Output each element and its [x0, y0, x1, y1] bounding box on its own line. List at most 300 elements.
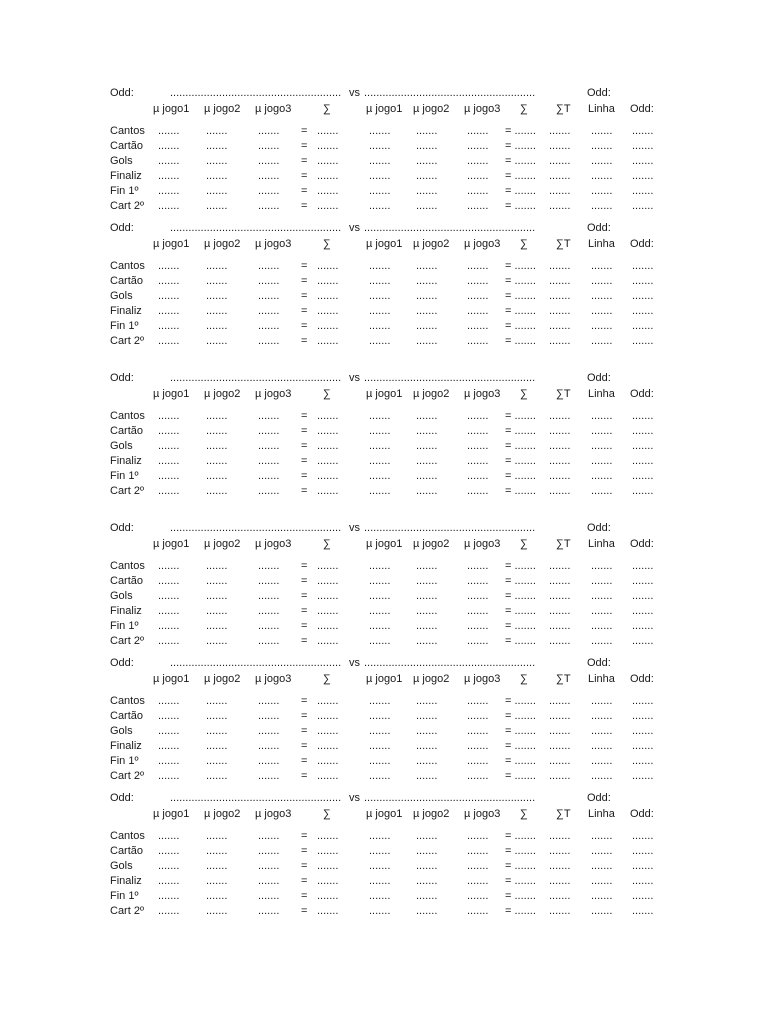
- blank-field: .......: [632, 770, 654, 782]
- blank-field: .......: [549, 560, 571, 572]
- blank-field: .......: [467, 890, 489, 902]
- column-header: µ jogo2: [204, 808, 241, 820]
- blank-field: .......: [632, 740, 654, 752]
- sum-field: = .......: [505, 905, 536, 917]
- blank-field: .......: [158, 320, 180, 332]
- blank-field: .......: [467, 260, 489, 272]
- column-header: µ jogo1: [366, 238, 403, 250]
- blank-field: .......: [467, 845, 489, 857]
- blank-field: .......: [369, 575, 391, 587]
- blank-field: .......: [206, 710, 228, 722]
- blank-field: .......: [416, 485, 438, 497]
- blank-field: .......: [317, 605, 339, 617]
- equals-sign: =: [301, 155, 308, 167]
- blank-field: .......: [258, 485, 280, 497]
- sum-field: = .......: [505, 170, 536, 182]
- blank-field: .......: [206, 830, 228, 842]
- blank-field: .......: [416, 770, 438, 782]
- sum-field: = .......: [505, 605, 536, 617]
- odd-label-left: Odd:: [110, 657, 134, 669]
- row-label: Gols: [110, 590, 133, 602]
- blank-field: .......: [416, 185, 438, 197]
- row-label: Cart 2º: [110, 200, 144, 212]
- blank-field: .......: [258, 455, 280, 467]
- blank-field: .......: [632, 845, 654, 857]
- column-header: ∑: [520, 103, 528, 115]
- row-label: Fin 1º: [110, 620, 139, 632]
- blank-field: .......: [317, 860, 339, 872]
- blank-field: .......: [591, 140, 613, 152]
- row-label: Cantos: [110, 260, 145, 272]
- blank-field: .......: [632, 635, 654, 647]
- blank-field: .......: [206, 845, 228, 857]
- blank-field: .......: [591, 590, 613, 602]
- blank-field: .......: [258, 185, 280, 197]
- blank-field: .......: [158, 200, 180, 212]
- equals-sign: =: [301, 470, 308, 482]
- column-header: µ jogo3: [255, 808, 292, 820]
- sum-field: = .......: [505, 875, 536, 887]
- blank-field: .......: [591, 710, 613, 722]
- blank-field: .......: [467, 335, 489, 347]
- blank-field: .......: [549, 590, 571, 602]
- vs-label: vs: [349, 372, 360, 384]
- blank-field: .......: [549, 275, 571, 287]
- blank-field: .......: [467, 185, 489, 197]
- row-label: Finaliz: [110, 455, 142, 467]
- odd-label-right: Odd:: [587, 222, 611, 234]
- blank-field: .......: [591, 620, 613, 632]
- blank-field: .......: [467, 620, 489, 632]
- blank-field: .......: [549, 725, 571, 737]
- blank-field: .......: [258, 620, 280, 632]
- blank-field: .......: [591, 875, 613, 887]
- blank-field: .......: [369, 170, 391, 182]
- row-label: Fin 1º: [110, 185, 139, 197]
- blank-field: .......: [317, 305, 339, 317]
- equals-sign: =: [301, 635, 308, 647]
- blank-field: .......: [632, 890, 654, 902]
- blank-field: .......: [416, 890, 438, 902]
- blank-field: .......: [206, 185, 228, 197]
- blank-field: .......: [591, 170, 613, 182]
- blank-field: .......: [206, 455, 228, 467]
- column-header: Odd:: [630, 103, 654, 115]
- equals-sign: =: [301, 845, 308, 857]
- odd-label-right: Odd:: [587, 792, 611, 804]
- blank-field: .......: [206, 335, 228, 347]
- column-header: µ jogo2: [413, 808, 450, 820]
- blank-field: .......: [632, 755, 654, 767]
- blank-field: .......: [632, 170, 654, 182]
- blank-field: .......: [549, 305, 571, 317]
- blank-field: .......: [317, 905, 339, 917]
- blank-field: .......: [158, 410, 180, 422]
- blank-field: .......: [258, 875, 280, 887]
- blank-field: .......: [369, 845, 391, 857]
- blank-field: .......: [591, 125, 613, 137]
- column-header: ∑: [323, 538, 331, 550]
- blank-field: .......: [158, 755, 180, 767]
- column-header: µ jogo1: [153, 388, 190, 400]
- column-header: µ jogo1: [153, 673, 190, 685]
- row-label: Finaliz: [110, 305, 142, 317]
- blank-field: .......: [591, 200, 613, 212]
- team-home-blank: ........................................................: [170, 222, 342, 234]
- sum-field: = .......: [505, 830, 536, 842]
- blank-field: .......: [549, 575, 571, 587]
- column-header: ∑: [323, 673, 331, 685]
- blank-field: .......: [591, 845, 613, 857]
- blank-field: .......: [416, 875, 438, 887]
- sum-field: = .......: [505, 770, 536, 782]
- blank-field: .......: [317, 575, 339, 587]
- blank-field: .......: [467, 830, 489, 842]
- blank-field: .......: [549, 860, 571, 872]
- sum-field: = .......: [505, 620, 536, 632]
- column-header: µ jogo2: [413, 238, 450, 250]
- team-away-blank: ........................................................: [364, 792, 536, 804]
- blank-field: .......: [549, 620, 571, 632]
- equals-sign: =: [301, 320, 308, 332]
- blank-field: .......: [591, 830, 613, 842]
- blank-field: .......: [632, 335, 654, 347]
- blank-field: .......: [369, 410, 391, 422]
- blank-field: .......: [549, 425, 571, 437]
- column-header: µ jogo1: [153, 103, 190, 115]
- blank-field: .......: [416, 635, 438, 647]
- blank-field: .......: [369, 725, 391, 737]
- blank-field: .......: [258, 200, 280, 212]
- blank-field: .......: [369, 605, 391, 617]
- column-header: µ jogo2: [204, 538, 241, 550]
- blank-field: .......: [416, 455, 438, 467]
- blank-field: .......: [467, 410, 489, 422]
- column-header: ∑: [323, 238, 331, 250]
- blank-field: .......: [591, 560, 613, 572]
- blank-field: .......: [549, 125, 571, 137]
- blank-field: .......: [317, 635, 339, 647]
- blank-field: .......: [416, 725, 438, 737]
- column-header: µ jogo1: [366, 388, 403, 400]
- blank-field: .......: [206, 440, 228, 452]
- blank-field: .......: [206, 605, 228, 617]
- blank-field: .......: [317, 770, 339, 782]
- row-label: Cart 2º: [110, 770, 144, 782]
- blank-field: .......: [416, 620, 438, 632]
- vs-label: vs: [349, 87, 360, 99]
- blank-field: .......: [416, 695, 438, 707]
- blank-field: .......: [317, 560, 339, 572]
- blank-field: .......: [369, 830, 391, 842]
- blank-field: .......: [317, 755, 339, 767]
- blank-field: .......: [416, 560, 438, 572]
- sum-field: = .......: [505, 410, 536, 422]
- blank-field: .......: [549, 170, 571, 182]
- blank-field: .......: [206, 620, 228, 632]
- team-home-blank: ........................................................: [170, 792, 342, 804]
- blank-field: .......: [158, 695, 180, 707]
- equals-sign: =: [301, 485, 308, 497]
- blank-field: .......: [158, 770, 180, 782]
- column-header: µ jogo3: [464, 238, 501, 250]
- blank-field: .......: [206, 410, 228, 422]
- column-header: µ jogo1: [366, 808, 403, 820]
- blank-field: .......: [591, 755, 613, 767]
- blank-field: .......: [549, 320, 571, 332]
- blank-field: .......: [369, 485, 391, 497]
- row-label: Gols: [110, 725, 133, 737]
- blank-field: .......: [632, 605, 654, 617]
- blank-field: .......: [369, 260, 391, 272]
- row-label: Finaliz: [110, 170, 142, 182]
- team-away-blank: ........................................................: [364, 87, 536, 99]
- blank-field: .......: [158, 890, 180, 902]
- sum-field: = .......: [505, 125, 536, 137]
- column-header: Linha: [588, 388, 615, 400]
- blank-field: .......: [206, 575, 228, 587]
- row-label: Fin 1º: [110, 320, 139, 332]
- blank-field: .......: [632, 905, 654, 917]
- column-header: µ jogo2: [204, 103, 241, 115]
- blank-field: .......: [632, 140, 654, 152]
- blank-field: .......: [158, 905, 180, 917]
- blank-field: .......: [549, 845, 571, 857]
- blank-field: .......: [258, 440, 280, 452]
- equals-sign: =: [301, 455, 308, 467]
- blank-field: .......: [467, 290, 489, 302]
- blank-field: .......: [258, 860, 280, 872]
- column-header: µ jogo3: [255, 673, 292, 685]
- blank-field: .......: [416, 320, 438, 332]
- blank-field: .......: [632, 455, 654, 467]
- blank-field: .......: [632, 620, 654, 632]
- blank-field: .......: [549, 455, 571, 467]
- odd-label-right: Odd:: [587, 372, 611, 384]
- blank-field: .......: [206, 155, 228, 167]
- sum-field: = .......: [505, 635, 536, 647]
- blank-field: .......: [369, 185, 391, 197]
- column-header: µ jogo1: [366, 538, 403, 550]
- match-block: [0, 521, 768, 651]
- blank-field: .......: [632, 440, 654, 452]
- blank-field: .......: [591, 260, 613, 272]
- blank-field: .......: [632, 710, 654, 722]
- blank-field: .......: [416, 125, 438, 137]
- blank-field: .......: [317, 710, 339, 722]
- blank-field: .......: [467, 770, 489, 782]
- vs-label: vs: [349, 522, 360, 534]
- blank-field: .......: [467, 635, 489, 647]
- blank-field: .......: [549, 260, 571, 272]
- blank-field: .......: [206, 590, 228, 602]
- blank-field: .......: [317, 185, 339, 197]
- blank-field: .......: [206, 170, 228, 182]
- row-label: Fin 1º: [110, 890, 139, 902]
- blank-field: .......: [369, 425, 391, 437]
- blank-field: .......: [258, 275, 280, 287]
- equals-sign: =: [301, 260, 308, 272]
- blank-field: .......: [591, 485, 613, 497]
- blank-field: .......: [158, 560, 180, 572]
- blank-field: .......: [467, 455, 489, 467]
- row-label: Cartão: [110, 425, 144, 437]
- blank-field: .......: [549, 710, 571, 722]
- equals-sign: =: [301, 185, 308, 197]
- blank-field: .......: [158, 710, 180, 722]
- blank-field: .......: [206, 755, 228, 767]
- blank-field: .......: [591, 740, 613, 752]
- blank-field: .......: [317, 200, 339, 212]
- column-header: µ jogo3: [255, 388, 292, 400]
- blank-field: .......: [158, 140, 180, 152]
- blank-field: .......: [369, 890, 391, 902]
- blank-field: .......: [317, 275, 339, 287]
- blank-field: .......: [591, 290, 613, 302]
- blank-field: .......: [369, 755, 391, 767]
- blank-field: .......: [258, 140, 280, 152]
- blank-field: .......: [258, 695, 280, 707]
- blank-field: .......: [467, 725, 489, 737]
- blank-field: .......: [591, 725, 613, 737]
- blank-field: .......: [369, 470, 391, 482]
- vs-label: vs: [349, 222, 360, 234]
- blank-field: .......: [632, 560, 654, 572]
- blank-field: .......: [549, 605, 571, 617]
- blank-field: .......: [369, 635, 391, 647]
- sum-field: = .......: [505, 290, 536, 302]
- equals-sign: =: [301, 440, 308, 452]
- blank-field: .......: [258, 890, 280, 902]
- equals-sign: =: [301, 860, 308, 872]
- blank-field: .......: [416, 830, 438, 842]
- sum-field: = .......: [505, 695, 536, 707]
- blank-field: .......: [158, 275, 180, 287]
- blank-field: .......: [549, 185, 571, 197]
- blank-field: .......: [258, 410, 280, 422]
- sum-field: = .......: [505, 560, 536, 572]
- blank-field: .......: [258, 635, 280, 647]
- blank-field: .......: [416, 200, 438, 212]
- blank-field: .......: [591, 155, 613, 167]
- blank-field: .......: [549, 905, 571, 917]
- equals-sign: =: [301, 125, 308, 137]
- column-header: µ jogo2: [204, 238, 241, 250]
- blank-field: .......: [549, 890, 571, 902]
- column-header: µ jogo3: [464, 808, 501, 820]
- blank-field: .......: [591, 305, 613, 317]
- blank-field: .......: [158, 470, 180, 482]
- blank-field: .......: [158, 185, 180, 197]
- odd-label-right: Odd:: [587, 522, 611, 534]
- blank-field: .......: [416, 470, 438, 482]
- blank-field: .......: [258, 470, 280, 482]
- blank-field: .......: [369, 440, 391, 452]
- column-header: µ jogo1: [366, 673, 403, 685]
- blank-field: .......: [317, 320, 339, 332]
- blank-field: .......: [467, 200, 489, 212]
- blank-field: .......: [467, 605, 489, 617]
- equals-sign: =: [301, 290, 308, 302]
- blank-field: .......: [467, 125, 489, 137]
- blank-field: .......: [317, 725, 339, 737]
- blank-field: .......: [258, 590, 280, 602]
- blank-field: .......: [632, 575, 654, 587]
- blank-field: .......: [206, 260, 228, 272]
- column-header: ∑: [323, 388, 331, 400]
- blank-field: .......: [206, 875, 228, 887]
- blank-field: .......: [632, 125, 654, 137]
- row-label: Finaliz: [110, 875, 142, 887]
- row-label: Finaliz: [110, 740, 142, 752]
- blank-field: .......: [632, 290, 654, 302]
- blank-field: .......: [549, 200, 571, 212]
- blank-field: .......: [158, 845, 180, 857]
- blank-field: .......: [317, 590, 339, 602]
- sum-field: = .......: [505, 425, 536, 437]
- team-away-blank: ........................................................: [364, 372, 536, 384]
- blank-field: .......: [591, 635, 613, 647]
- team-home-blank: ........................................................: [170, 657, 342, 669]
- blank-field: .......: [632, 875, 654, 887]
- equals-sign: =: [301, 335, 308, 347]
- odd-label-left: Odd:: [110, 87, 134, 99]
- blank-field: .......: [467, 140, 489, 152]
- blank-field: .......: [317, 440, 339, 452]
- team-home-blank: ........................................................: [170, 522, 342, 534]
- blank-field: .......: [258, 755, 280, 767]
- blank-field: .......: [369, 740, 391, 752]
- column-header: µ jogo1: [153, 808, 190, 820]
- blank-field: .......: [258, 155, 280, 167]
- blank-field: .......: [258, 845, 280, 857]
- sum-field: = .......: [505, 860, 536, 872]
- team-away-blank: ........................................................: [364, 522, 536, 534]
- sum-field: = .......: [505, 155, 536, 167]
- sum-field: = .......: [505, 455, 536, 467]
- equals-sign: =: [301, 590, 308, 602]
- row-label: Cartão: [110, 710, 144, 722]
- blank-field: .......: [258, 710, 280, 722]
- row-label: Cart 2º: [110, 485, 144, 497]
- blank-field: .......: [317, 410, 339, 422]
- blank-field: .......: [206, 125, 228, 137]
- column-header: µ jogo3: [464, 388, 501, 400]
- blank-field: .......: [591, 890, 613, 902]
- blank-field: .......: [369, 125, 391, 137]
- blank-field: .......: [632, 200, 654, 212]
- column-header: ∑T: [556, 808, 571, 820]
- blank-field: .......: [317, 845, 339, 857]
- blank-field: .......: [158, 740, 180, 752]
- blank-field: .......: [416, 305, 438, 317]
- blank-field: .......: [369, 905, 391, 917]
- column-header: ∑T: [556, 103, 571, 115]
- blank-field: .......: [158, 635, 180, 647]
- blank-field: .......: [467, 860, 489, 872]
- blank-field: .......: [369, 695, 391, 707]
- blank-field: .......: [467, 575, 489, 587]
- blank-field: .......: [158, 425, 180, 437]
- blank-field: .......: [158, 455, 180, 467]
- column-header: ∑T: [556, 238, 571, 250]
- blank-field: .......: [158, 605, 180, 617]
- blank-field: .......: [416, 425, 438, 437]
- column-header: Odd:: [630, 388, 654, 400]
- blank-field: .......: [591, 425, 613, 437]
- column-header: Linha: [588, 238, 615, 250]
- blank-field: .......: [317, 155, 339, 167]
